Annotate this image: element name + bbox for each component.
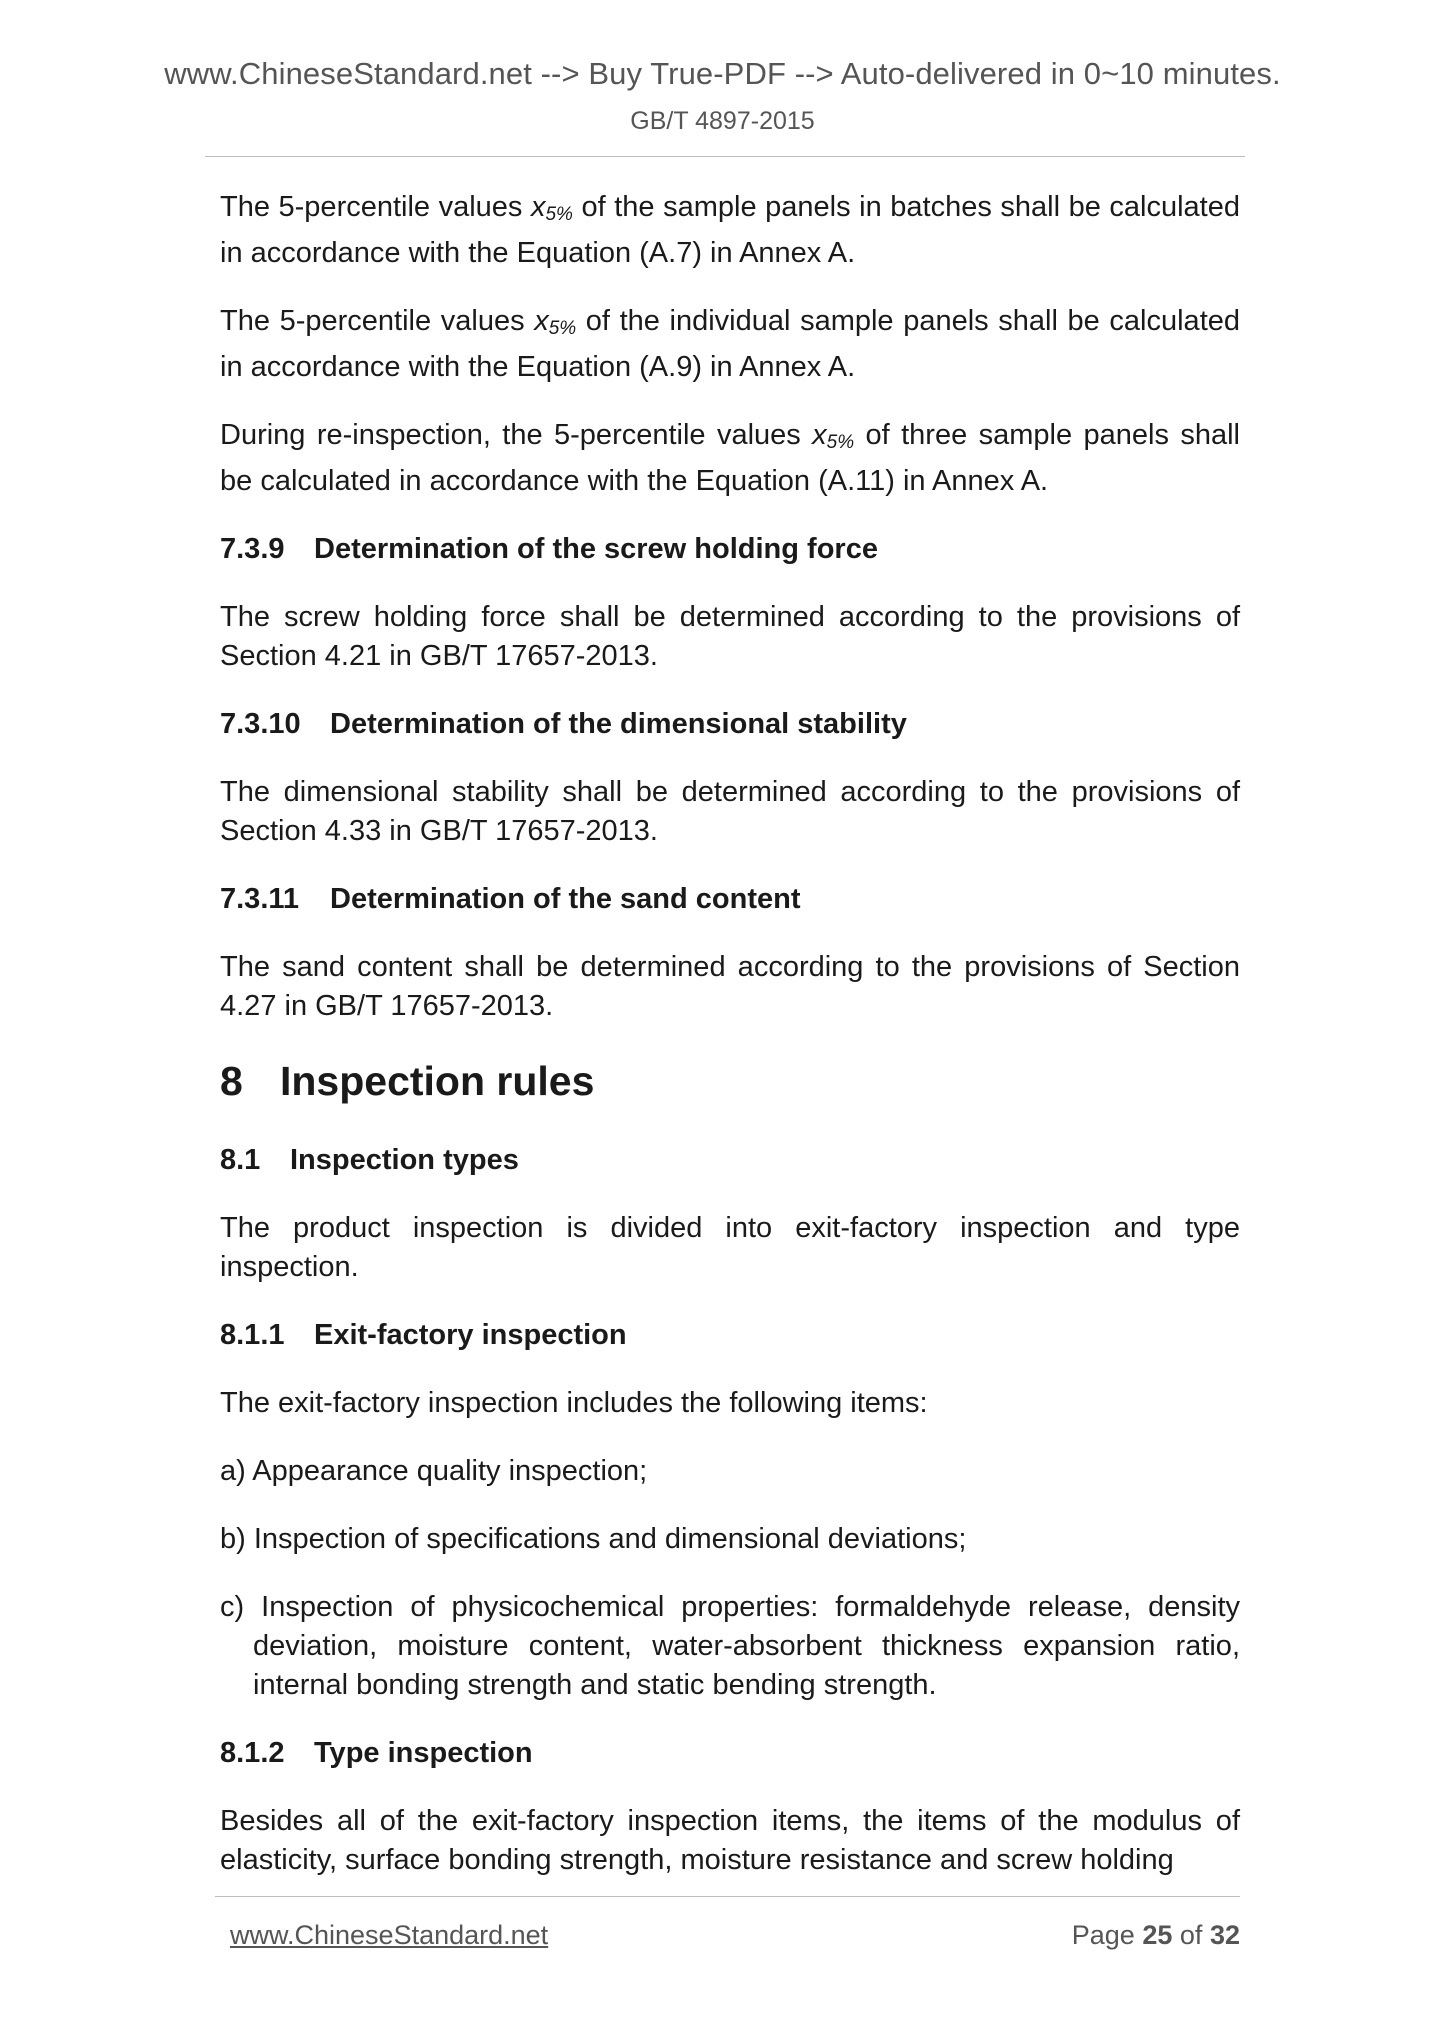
heading-7-3-11: 7.3.11 Determination of the sand content (220, 883, 801, 915)
heading-7-3-9: 7.3.9 Determination of the screw holding force (220, 533, 878, 565)
header-standard-number: GB/T 4897-2015 (630, 107, 815, 135)
paragraph-7-3-11: The sand content shall be determined according to the provisions of Section 4.27 in GB/T 17657-2013. (220, 951, 1240, 1022)
list-item: a) Appearance quality inspection; (220, 1455, 648, 1487)
heading-7-3-10: 7.3.10 Determination of the dimensional stability (220, 708, 907, 740)
footer-divider (215, 1896, 1240, 1897)
x5-symbol: $x_{5\%}$ (530, 191, 573, 225)
paragraph-7-3-9: The screw holding force shall be determined according to the provisions of Section 4.21 in GB/T 17657-2013. (220, 601, 1240, 672)
paragraph-8-1-2: Besides all of the exit-factory inspection items, the items of the modulus of elasticity, surface bonding strength, moisture resistance and screw holding (220, 1805, 1240, 1876)
list-item: b) Inspection of specifications and dimensional deviations; (220, 1523, 967, 1555)
paragraph-8-1-1: The exit-factory inspection includes the following items: (220, 1387, 928, 1419)
paragraph-reinspection-percentile: During re-inspection, the 5-percentile values $x_{5\%}$ of three sample panels shall be calculated in accordance with the Equation (A.11) in Annex A. (220, 419, 1240, 497)
heading-8-1: 8.1 Inspection types (220, 1144, 519, 1176)
footer-site-link[interactable]: www.ChineseStandard.net (230, 1920, 549, 1950)
heading-8-1-1: 8.1.1 Exit-factory inspection (220, 1319, 627, 1351)
footer-page-number: Page 25 of 32 (1071, 1920, 1240, 1950)
paragraph-8-1: The product inspection is divided into exit-factory inspection and type inspection. (220, 1212, 1240, 1283)
paragraph-individual-percentile: The 5-percentile values $x_{5\%}$ of the individual sample panels shall be calculated in accordance with the Equation (A.9) in Annex A. (220, 305, 1241, 383)
header-divider (205, 156, 1245, 157)
list-item: c) Inspection of physicochemical properties: formaldehyde release, density deviation, moisture content, water-absorbent thickness expansion ratio, internal bonding strength and static bending strength. (220, 1591, 1240, 1701)
header-site-banner[interactable]: www.ChineseStandard.net --> Buy True-PDF --> Auto-delivered in 0~10 minutes. (164, 56, 1281, 91)
paragraph-7-3-10: The dimensional stability shall be determined according to the provisions of Section 4.33 in GB/T 17657-2013. (220, 776, 1240, 847)
paragraph-batch-percentile: The 5-percentile values $x_{5\%}$ of the sample panels in batches shall be calculated in accordance with the Equation (A.7) in Annex A. (220, 191, 1240, 269)
x5-symbol: $x_{5\%}$ (812, 419, 855, 453)
document-body (220, 188, 1240, 1880)
heading-8-inspection-rules: 8 Inspection rules (220, 1058, 595, 1104)
x5-symbol: $x_{5\%}$ (534, 305, 577, 339)
heading-8-1-2: 8.1.2 Type inspection (220, 1737, 533, 1769)
